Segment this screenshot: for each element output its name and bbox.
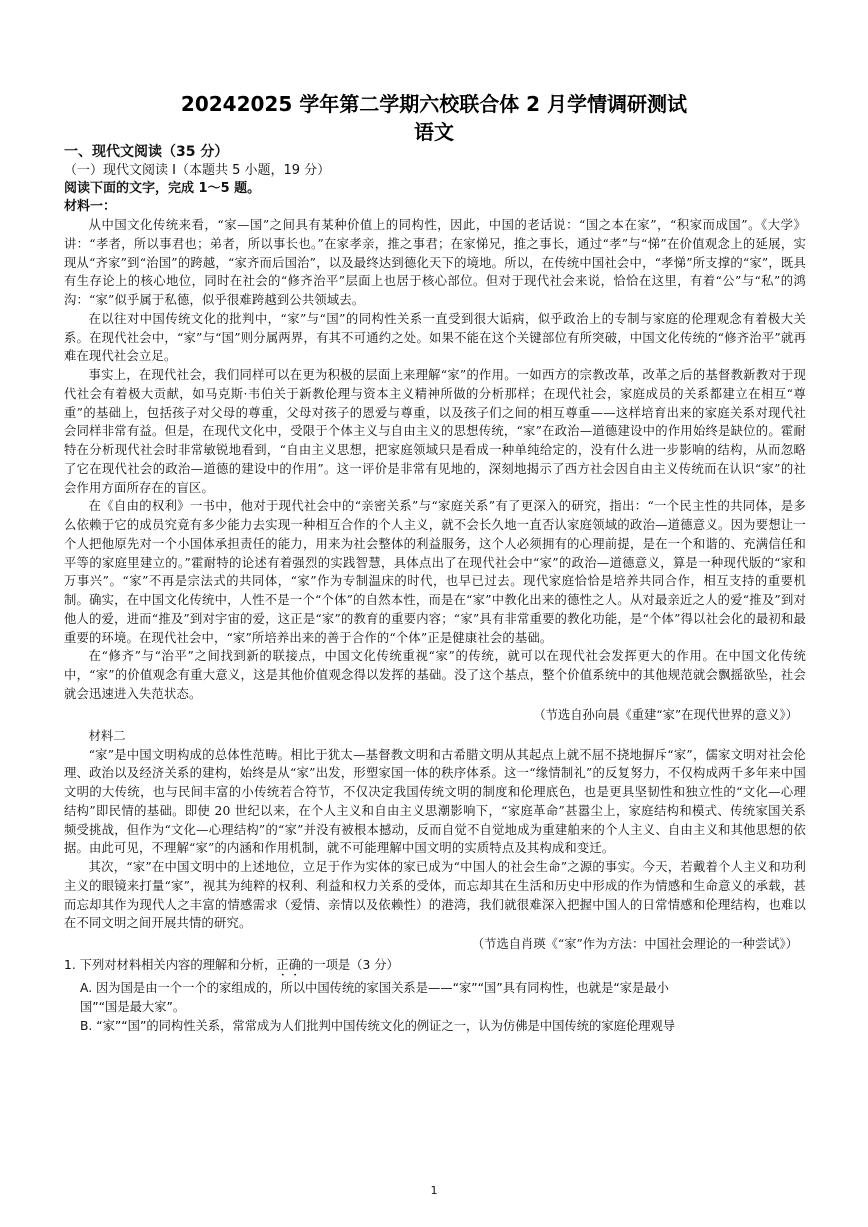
question-1-stem: [64, 956, 806, 979]
option-a-line-1: A. 因为国是由一个一个的家组成的，所以中国传统的家国关系是——“家”“国”具有同构性，也就是“家是最小: [80, 981, 669, 995]
material1-paragraph-4: 在《自由的权利》一书中，他对于现代社会中的“亲密关系”与“家庭关系”有了更深入的研究，指出：“一个民主性的共同体，是多么依赖于它的成员究竟有多少能力去实现一种相互合作的个人主义，就不会长久地一直否认家庭领域的政治—道德意义。因为要想让一个人把他原先对一个小国体承担责任的能力，用来为社会整体的利益服务，这个人必须拥有的心理前提，是在一个和谐的、充满信任和平等的家庭里建立的。”霍耐特的论述有着强烈的实践智慧，具体点出了在现代社会中“家”的政治—道德意义，算是一种现代版的“家和万事兴”。“家”不再是宗法式的共同体，“家”作为专制温床的时代，也早已过去。现代家庭恰恰是培养共同合作，相互支持的重要机制。确实，在中国文化传统中，人性不是一个“个体”的自然本性，而是在“家”中教化出来的德性之人。从对最亲近之人的爱“推及”到对他人的爱，进而“推及”到对宇宙的爱，这正是“家”的教育的重要内容；“家”具有非常重要的教化功能，是“个体”得以社会化的最初和最重要的环境。在现代社会中，“家”所培养出来的善于合作的“个体”正是健康社会的基础。: [64, 499, 806, 645]
exam-body: [64, 142, 806, 1036]
material1-source: （节选自孙向晨《重建“家”在现代世界的意义》）: [533, 707, 798, 722]
option-a-line-2: 国”“国是最大家”。: [80, 1000, 186, 1014]
material2-source: （节选自肖瑛《“家”作为方法：中国社会理论的一种尝试》）: [471, 937, 798, 951]
section-heading: 一、现代文阅读（35 分）: [64, 144, 229, 160]
material1-label: 材料一：: [64, 199, 117, 214]
instruction: 阅读下面的文字，完成 1～5 题。: [64, 181, 261, 196]
sub-heading: （一）现代文阅读 I（本题共 5 小题，19 分）: [64, 163, 331, 178]
material2-paragraph-2: 其次，“家”在中国文明中的上述地位，立足于作为实体的家已成为“中国人的社会生命”之源的事实。今天，若戴着个人主义和功利主义的眼镜来打量“家”，视其为纯粹的权利、利益和权力关系的受体，而忘却其在生活和历史中形成的作为情感和生命意义的承载，甚而忘却其作为现代人之丰富的情感需求（爱情、亲情以及依赖性）的港湾，我们就很难深入把握中国人的日常情感和伦理结构，也难以在不同文明之间开展共情的研究。: [64, 860, 806, 931]
material2-label: 材料二: [88, 728, 126, 743]
material1-paragraph-1: 从中国文化传统来看，“家—国”之间具有某种价值上的同构性，因此，中国的老话说：“国之本在家”，“积家而成国”。《大学》讲：“孝者，所以事君也；弟者，所以事长也。”在家孝亲，推之事君；在家悌兄，推之事长，通过“孝”与“悌”在价值观念上的延展，实现从“齐家”到“治国”的跨越，“家齐而后国治”，以及最终达到德化天下的境地。所以，在传统中国社会中，“孝悌”所支撑的“家”，既具有生存论上的核心地位，同时在社会的“修齐治平”层面上也居于核心部位。但对于现代社会来说，恰恰在这里，有着“公”与“私”的鸿沟：“家”似乎属于私德，似乎很难跨越到公共领域去。: [64, 218, 806, 307]
exam-title: 20242025 学年第二学期六校联合体 2 月学情调研测试: [180, 92, 688, 116]
option-b-line-1: B. “家”“国”的同构性关系，常常成为人们批判中国传统文化的例证之一，认为仿佛是中国传统的家庭伦理观导: [80, 1019, 676, 1033]
material2-paragraph-1: “家”是中国文明构成的总体性范畴。相比于犹太—基督教文明和古希腊文明从其起点上就不屈不挠地摒斥“家”，儒家文明对社会伦理、政治以及经济关系的建构，始终是从“家”出发，形塑家国一体的秩序体系。这一“缘情制礼”的反复努力，不仅构成两千多年来中国文明的大传统，也与民间丰富的小传统若合符节，不仅决定我国传统文明的制度和伦理底色，也是更具坚韧性和独立性的“文化—心理结构”即民情的基础。即使 20 世纪以来，在个人主义和自由主义思潮影响下，“家庭革命”甚嚣尘上，家庭结构和模式、传统家国关系频受挑战，但作为“文化—心理结构”的“家”并没有被根本撼动，反而自觉不自觉地成为重建舶来的个人主义、自由主义和其他思想的依据。由此可见，不理解“家”的内涵和作用机制，就不可能理解中国文明的实质特点及其构成和变迁。: [64, 747, 806, 856]
question-stem-part-a: 1. 下列对材料相关内容的理解和分析，: [64, 958, 277, 972]
emphasized-word: 正确: [276, 958, 302, 972]
material1-paragraph-5: 在“修齐”与“治平”之间找到新的联接点，中国文化传统重视“家”的传统，就可以在现代社会发挥更大的作用。在中国文化传统中，“家”的价值观念有重大意义，这是其他价值观念得以发挥的基础。没了这个基点，整个价值系统中的其他规范就会飘摇欲坠，社会就会迅速进入失范状态。: [64, 649, 806, 701]
material1-paragraph-3: 事实上，在现代社会，我们同样可以在更为积极的层面上来理解“家”的作用。一如西方的宗教改革，改革之后的基督教新教对于现代社会有着极大贡献，如马克斯·韦伯关于新教伦理与资本主义精神所做的分析那样；在现代社会，家庭成员的关系都建立在相互“尊重”的基础上，包括孩子对父母的尊重，父母对孩子的恩爱与尊重，以及孩子们之间的相互尊重——这样培育出来的家庭关系对现代社会同样非常有益。但是，在现代文化中，受限于个体主义与自由主义的思想传统，“家”在政治—道德建设中的作用始终是缺位的。霍耐特在分析现代社会时非常敏锐地看到，“自由主义思想，把家庭领域只是看成一种单纯给定的，没有什么进一步影响的结构，从而忽略了它在现代社会的政治—道德的建设中的作用”。这一评价是非常有见地的，深刻地揭示了西方社会因自由主义传统而在认识“家”的社会作用方面所存在的盲区。: [64, 368, 806, 495]
question-stem-part-b: 的一项是（3 分）: [301, 958, 399, 972]
subject-title: 语文: [414, 120, 454, 144]
material1-paragraph-2: 在以往对中国传统文化的批判中，“家”与“国”的同构性关系一直受到很大诟病，似乎政治上的专制与家庭的伦理观念有着极大关系。在现代社会中，“家”与“国”则分属两界，有其不可通约之处。如果不能在这个关键部位有所突破，中国文化传统的“修齐治平”就再难在现代社会立足。: [64, 311, 806, 364]
page-number: 1: [430, 1184, 438, 1197]
